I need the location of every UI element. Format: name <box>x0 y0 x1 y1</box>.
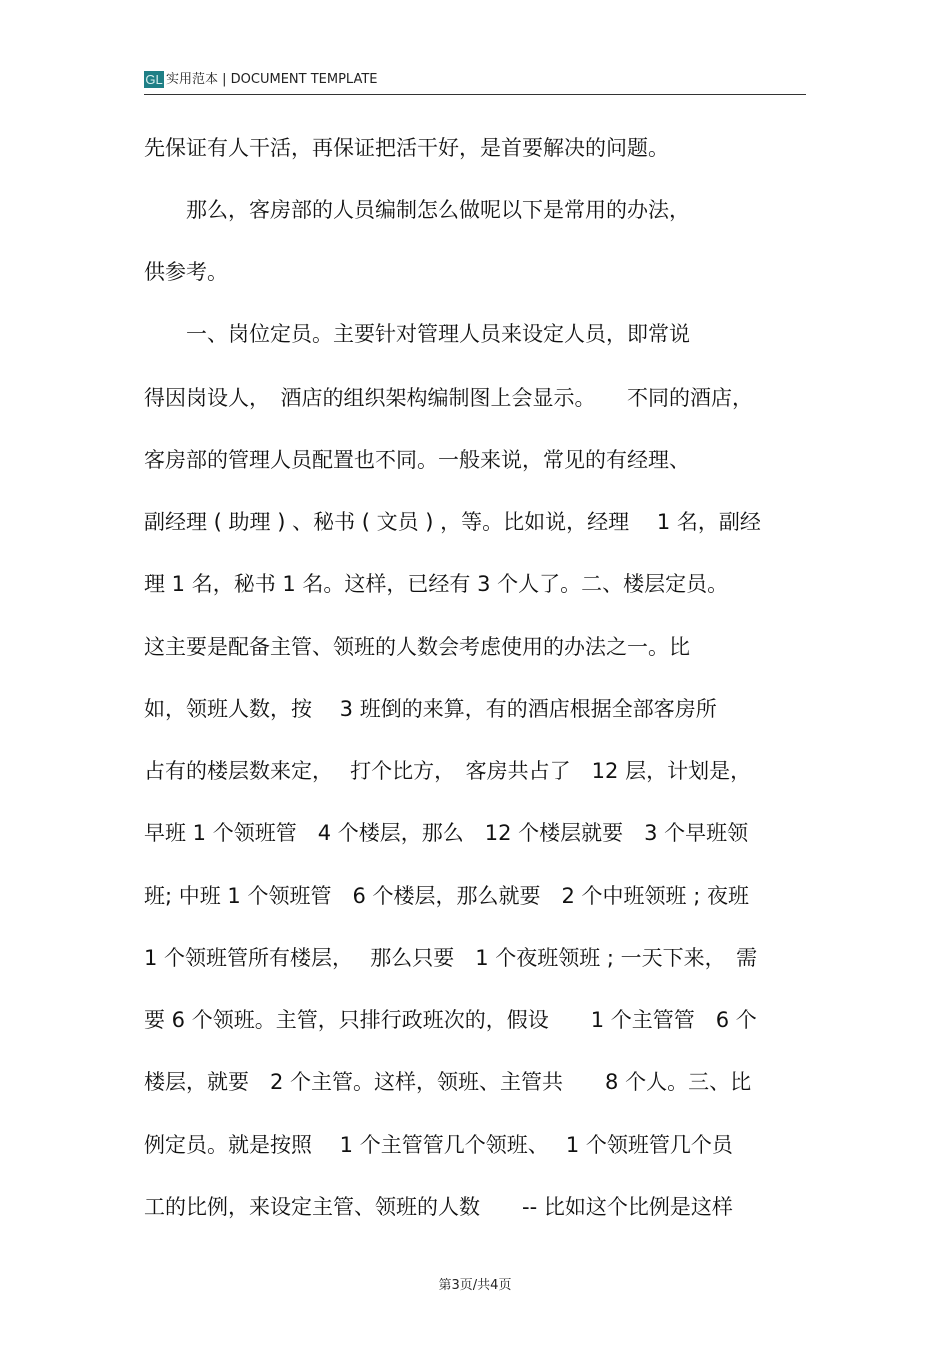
header-title: 实用范本 | DOCUMENT TEMPLATE <box>166 72 378 87</box>
body-line: 1 个领班管所有楼层， 那么只要 1 个夜班领班 ; 一天下来， 需 <box>144 946 758 970</box>
body-line: 先保证有人干活，再保证把活干好，是首要解决的问题。 <box>144 136 669 160</box>
body-line: 工的比例，来设定主管、领班的人数 -- 比如这个比例是这样 <box>144 1195 733 1219</box>
body-line: 副经理 ( 助理 ) 、秘书 ( 文员 ) ，等。比如说，经理 1 名，副经 <box>144 510 761 534</box>
logo: GL <box>145 72 163 87</box>
body-line: 要 6 个领班。主管，只排行政班次的，假设 1 个主管管 6 个 <box>144 1008 757 1032</box>
body-line: 例定员。就是按照 1 个主管管几个领班、 1 个领班管几个员 <box>144 1133 733 1157</box>
body-line: 班; 中班 1 个领班管 6 个楼层，那么就要 2 个中班领班 ; 夜班 <box>144 884 749 908</box>
body-line: 理 1 名，秘书 1 名。这样，已经有 3 个人了。二、楼层定员。 <box>144 572 729 596</box>
page-number: 第3页/共4页 <box>438 1278 512 1293</box>
body-line: 一、岗位定员。主要针对管理人员来设定人员，即常说 <box>144 322 690 346</box>
page-header <box>144 68 806 95</box>
body-line: 这主要是配备主管、领班的人数会考虑使用的办法之一。比 <box>144 635 690 659</box>
body-line: 楼层，就要 2 个主管。这样，领班、主管共 8 个人。三、比 <box>144 1070 752 1094</box>
body-line: 得因岗设人， 酒店的组织架构编制图上会显示。 不同的酒店， <box>144 386 753 410</box>
body-line: 供参考。 <box>144 260 228 284</box>
body-line: 客房部的管理人员配置也不同。一般来说，常见的有经理、 <box>144 448 690 472</box>
body-line: 早班 1 个领班管 4 个楼层，那么 12 个楼层就要 3 个早班领 <box>144 821 749 845</box>
body-line: 占有的楼层数来定， 打个比方， 客房共占了 12 层，计划是， <box>144 759 752 783</box>
body-line: 如，领班人数，按 3 班倒的来算，有的酒店根据全部客房所 <box>144 697 717 721</box>
body-line: 那么，客房部的人员编制怎么做呢以下是常用的办法， <box>144 198 690 222</box>
